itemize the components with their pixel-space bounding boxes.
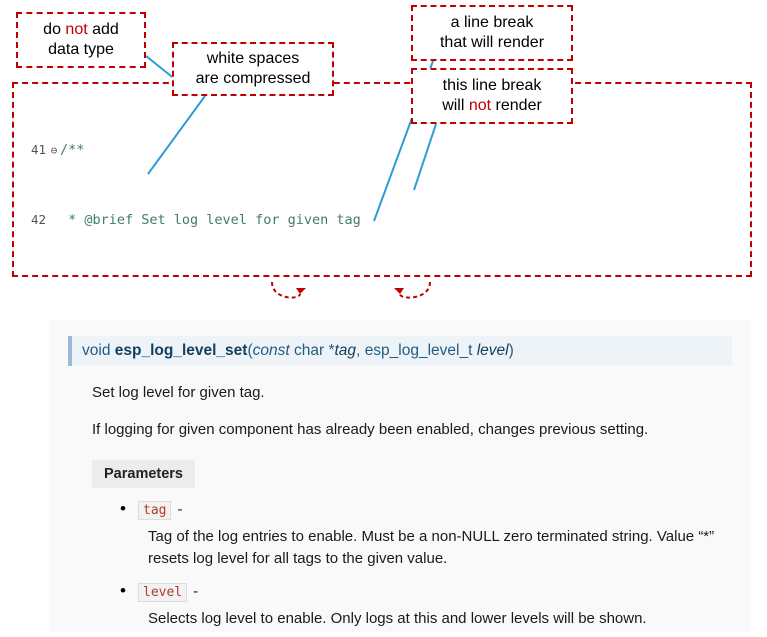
doc-sig-param-level: level	[476, 342, 509, 359]
code-lines	[14, 84, 750, 277]
doc-param-name-tag: tag	[138, 501, 171, 520]
callout-datatype-text-2: data type	[48, 41, 114, 58]
connector-arrowhead-right	[394, 288, 404, 294]
callout-do-not-add-data-type	[16, 12, 146, 68]
line-number: 42	[30, 212, 46, 228]
doc-sig-const: const	[252, 342, 290, 359]
callout-linebreak-norender-text-2a: will	[442, 97, 469, 114]
callout-line-break-not-rendered	[411, 68, 573, 124]
callout-linebreak-norender-text-1: this line break	[442, 77, 542, 94]
doc-function-signature	[68, 336, 732, 366]
callout-whitespace-text-2: are compressed	[195, 70, 311, 87]
code-line	[14, 211, 750, 229]
list-item	[120, 500, 732, 570]
doc-param-description-level: Selects log level to enable. Only logs at this and lower levels will be shown.	[148, 609, 647, 627]
callout-linebreak-render-text-1: a line break	[450, 14, 534, 31]
doc-sig-type-level: esp_log_level_t	[364, 342, 477, 359]
callout-whitespace-text-1: white spaces	[206, 50, 300, 67]
doc-param-name-level: level	[138, 583, 187, 602]
bullet-icon: •	[120, 580, 126, 600]
callout-datatype-highlight: not	[65, 21, 88, 38]
rendered-documentation-panel	[50, 320, 750, 632]
list-item	[120, 582, 732, 630]
fold-icon[interactable]: ⊖	[50, 143, 58, 157]
callout-line-break-renders	[411, 5, 573, 61]
doc-sig-paren-open: (	[247, 342, 253, 359]
doc-param-row	[120, 582, 732, 602]
doc-param-description-tag: Tag of the log entries to enable. Must be a non-NULL zero terminated string. Value “*” resets log level for all tags to the given value.	[148, 528, 715, 567]
doc-parameters-header: Parameters	[92, 460, 195, 488]
doc-param-row	[120, 500, 732, 520]
bullet-icon: •	[120, 499, 126, 518]
doc-brief-paragraph: Set log level for given tag.	[92, 384, 265, 401]
connector-arrowhead-left	[296, 288, 306, 294]
code-text: /**	[60, 141, 85, 158]
callout-linebreak-norender-highlight: not	[468, 97, 492, 114]
callout-datatype-text-1b: add	[87, 21, 119, 38]
line-number: 41	[30, 141, 46, 157]
doc-sig-function-name: esp_log_level_set	[114, 342, 248, 359]
connector-arrow-left	[272, 282, 300, 298]
code-line	[14, 141, 750, 159]
doc-detail-paragraph: If logging for given component has already been enabled, changes previous setting.	[92, 421, 649, 438]
callout-white-spaces-compressed	[172, 42, 334, 96]
doc-param-dash: -	[193, 582, 199, 600]
connector-arrow-right	[400, 282, 430, 298]
callout-linebreak-render-text-2: that will render	[439, 34, 545, 51]
doc-sig-comma: ,	[356, 342, 365, 359]
code-text: * @brief Set log level for given tag	[60, 212, 361, 229]
doc-sig-return-type: void	[82, 342, 115, 359]
doc-sig-param-tag: tag	[334, 342, 357, 359]
doc-parameter-list	[120, 500, 732, 629]
source-code-panel	[12, 82, 752, 277]
doc-param-dash: -	[177, 501, 183, 518]
callout-datatype-text-1: do	[43, 21, 66, 38]
doc-sig-char: char *	[289, 342, 335, 359]
doc-sig-paren-close: )	[508, 342, 514, 359]
callout-linebreak-norender-text-2b: render	[491, 97, 542, 114]
